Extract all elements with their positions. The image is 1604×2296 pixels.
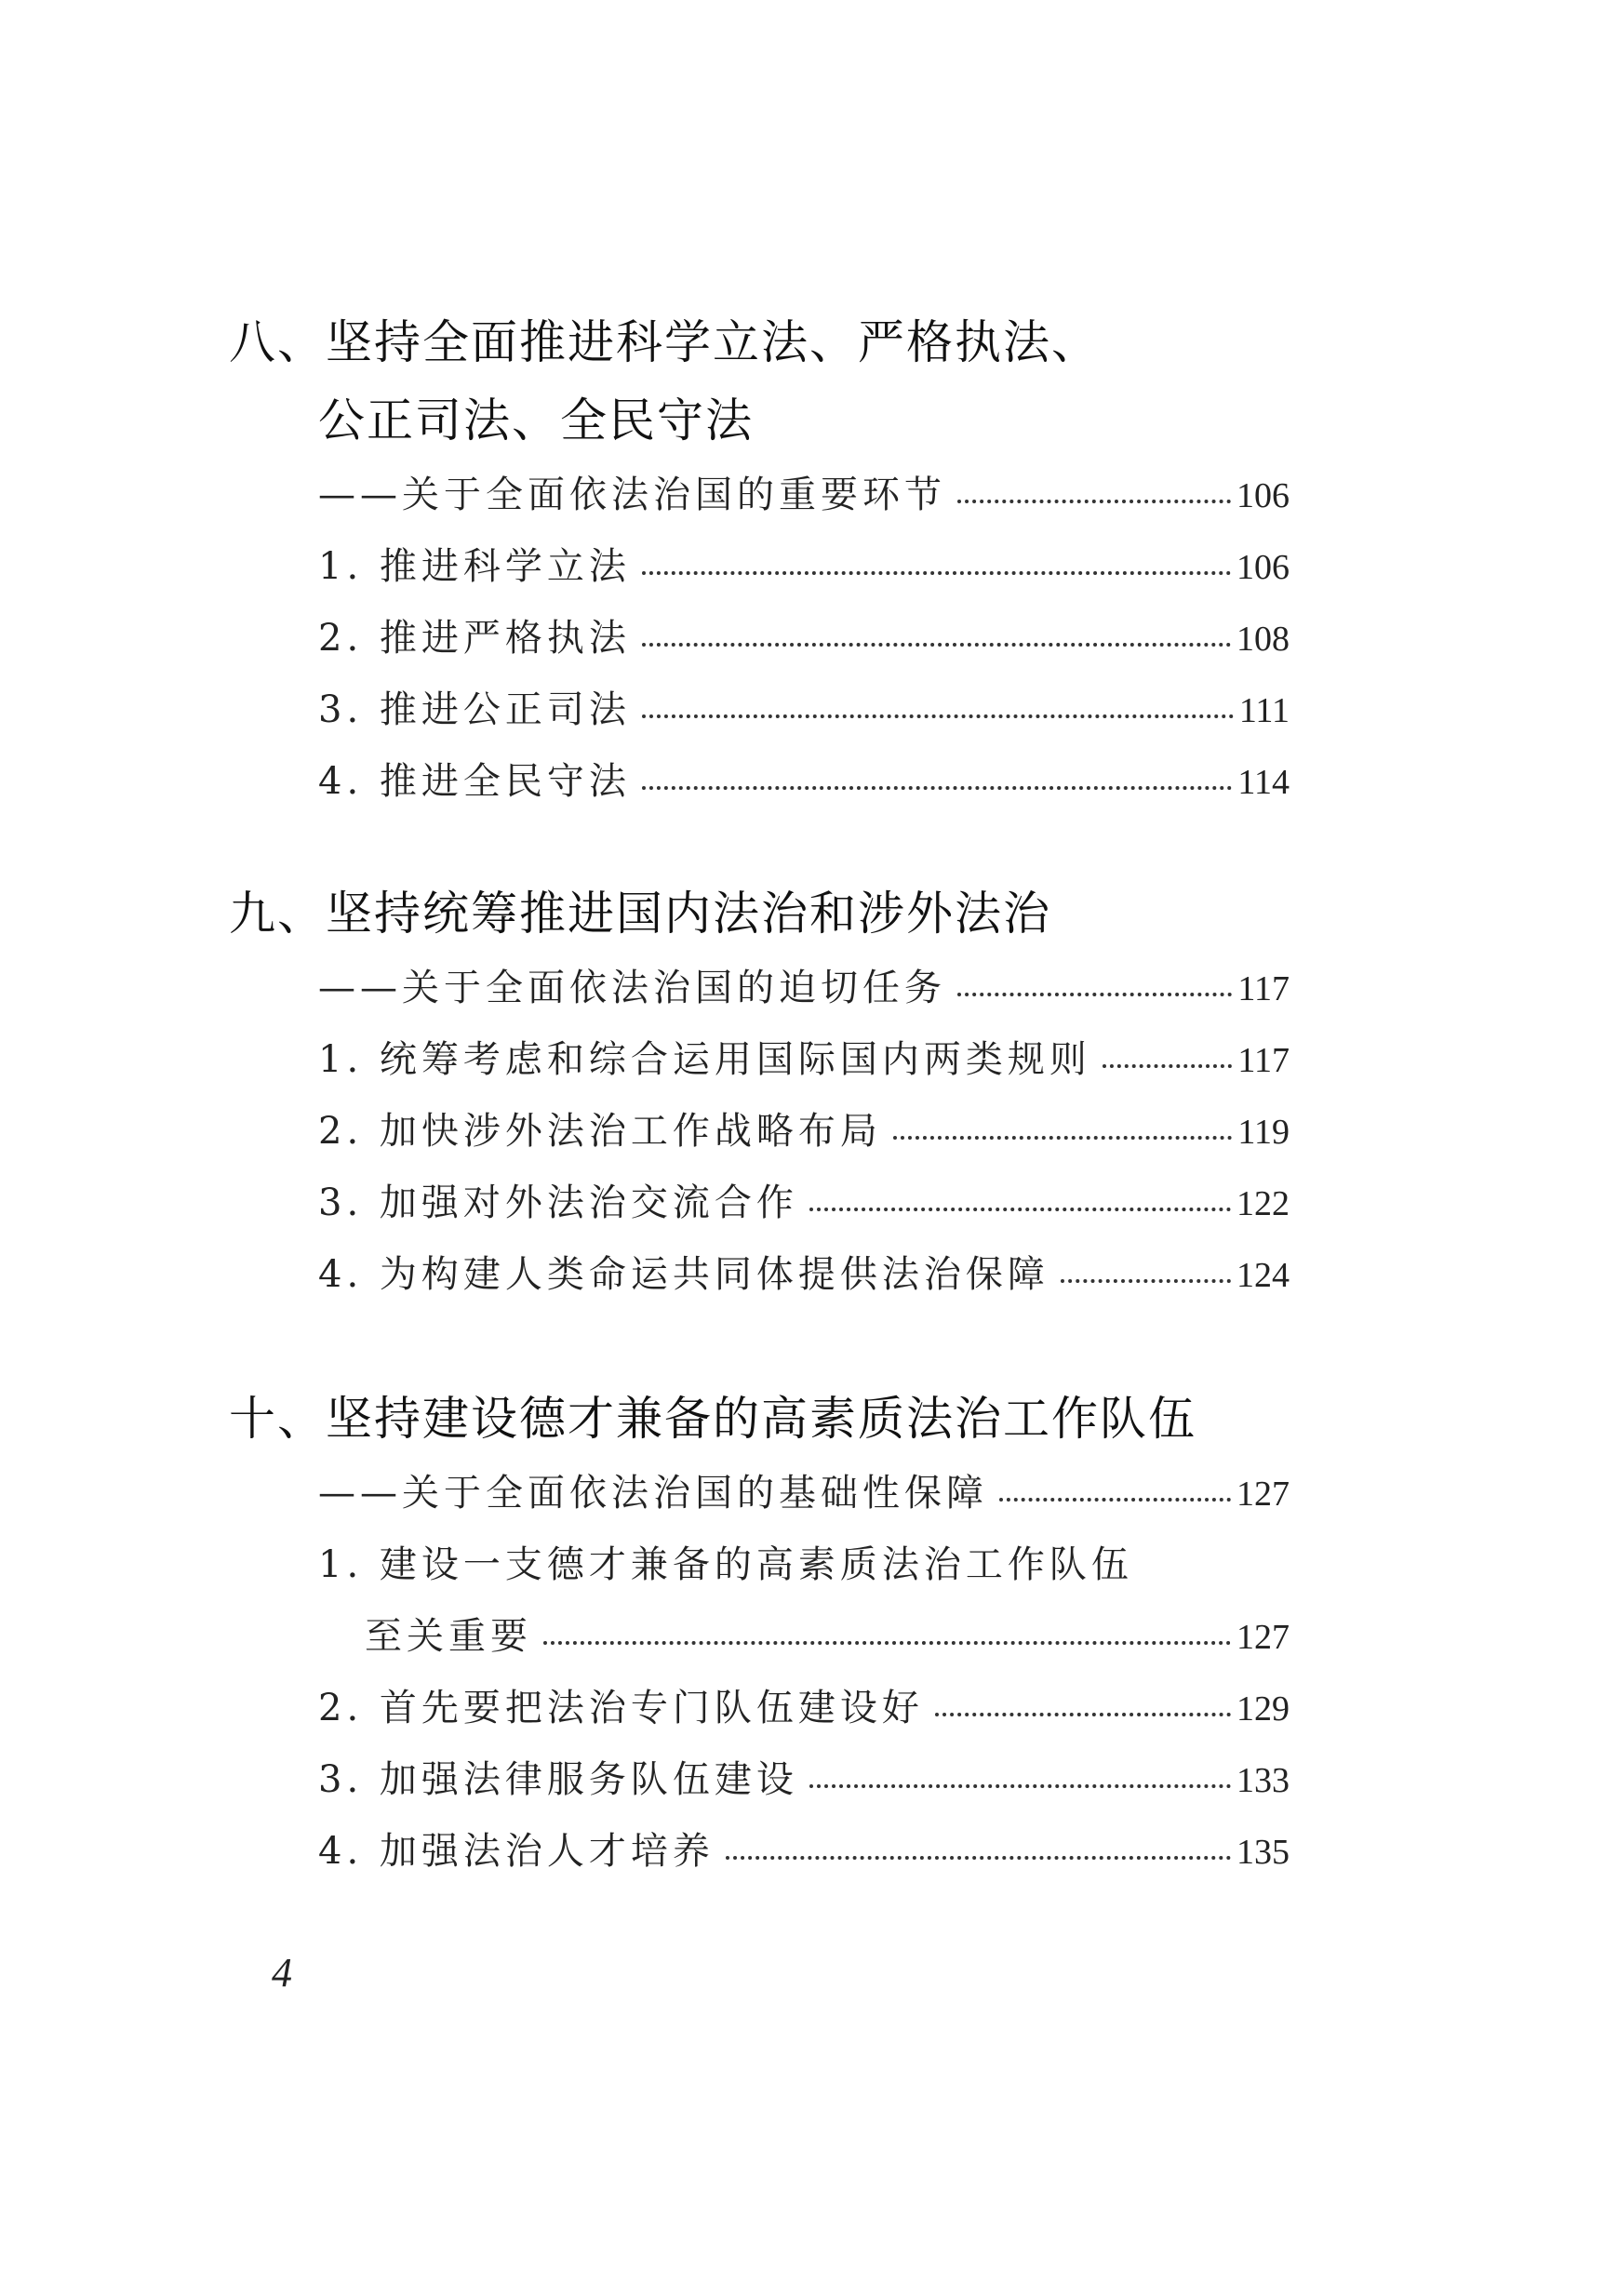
leader-dots	[726, 1856, 1231, 1860]
leader-dots	[935, 1713, 1231, 1716]
entry-label: ——关于全面依法治国的迫切任务	[318, 967, 946, 1009]
entry-label: 1. 统筹考虑和综合运用国际国内两类规则	[318, 1038, 1091, 1081]
entry-page-number: 135	[1236, 1833, 1290, 1872]
chapter-subtitle-entry[interactable]	[229, 1458, 1290, 1529]
entry-page-number: 122	[1236, 1184, 1290, 1223]
leader-dots	[957, 500, 1231, 503]
chapter-title-line1: 八、坚持全面推进科学立法、严格执法、	[229, 315, 1100, 369]
page-number: 4	[272, 1950, 292, 1996]
toc-entry[interactable]	[229, 531, 1290, 603]
entry-label: 4. 推进全民守法	[318, 760, 631, 803]
chapter-title-line1: 十、坚持建设德才兼备的高素质法治工作队伍	[229, 1392, 1196, 1446]
toc-entry[interactable]	[229, 746, 1290, 818]
toc-section-10	[229, 1380, 1290, 1888]
toc-entry[interactable]	[229, 1816, 1290, 1888]
entry-page-number: 106	[1236, 548, 1290, 587]
toc-section-9	[229, 874, 1290, 1311]
entry-page-number: 127	[1236, 1618, 1290, 1657]
leader-dots	[957, 993, 1232, 996]
entry-label: 4. 为构建人类命运共同体提供法治保障	[318, 1253, 1049, 1296]
entry-label: 2. 首先要把法治专门队伍建设好	[318, 1687, 924, 1729]
chapter-title	[229, 1380, 1290, 1458]
chapter-title	[229, 874, 1290, 953]
chapter-title	[229, 303, 1290, 460]
chapter-title-line2: 公正司法、全民守法	[318, 394, 754, 447]
leader-dots	[642, 643, 1231, 647]
entry-page-number: 117	[1237, 1041, 1290, 1080]
toc-entry[interactable]	[229, 1024, 1290, 1096]
chapter-subtitle-entry[interactable]	[229, 460, 1290, 531]
entry-page-number: 119	[1237, 1113, 1290, 1152]
leader-dots	[893, 1136, 1233, 1140]
entry-page-number: 133	[1236, 1761, 1290, 1800]
toc-entry[interactable]	[229, 1096, 1290, 1168]
entry-page-number: 108	[1236, 620, 1290, 659]
toc-entry[interactable]	[229, 1168, 1290, 1239]
toc-entry[interactable]	[229, 1239, 1290, 1311]
leader-dots	[809, 1208, 1231, 1211]
leader-dots	[642, 786, 1233, 790]
entry-page-number: 106	[1236, 476, 1290, 515]
entry-label: 1. 建设一支德才兼备的高素质法治工作队伍	[318, 1543, 1133, 1586]
entry-label: 3. 推进公正司法	[318, 688, 631, 731]
entry-label: 4. 加强法治人才培养	[318, 1830, 715, 1873]
entry-label: 1. 推进科学立法	[318, 545, 631, 588]
leader-dots	[1103, 1064, 1233, 1068]
leader-dots	[543, 1641, 1231, 1645]
leader-dots	[642, 714, 1234, 718]
toc-section-8	[229, 303, 1290, 818]
toc-entry[interactable]	[229, 1673, 1290, 1744]
toc-entry-line1[interactable]	[229, 1529, 1290, 1601]
toc-entry[interactable]	[229, 1744, 1290, 1816]
entry-label-continued: 至关重要	[365, 1615, 532, 1658]
toc-entry-line2[interactable]	[229, 1601, 1290, 1673]
entry-label: ——关于全面依法治国的重要环节	[318, 474, 946, 516]
leader-dots	[809, 1784, 1231, 1788]
entry-page-number: 127	[1236, 1475, 1290, 1514]
leader-dots	[1061, 1279, 1231, 1283]
leader-dots	[999, 1498, 1231, 1502]
entry-page-number: 124	[1236, 1256, 1290, 1295]
chapter-title-line1: 九、坚持统筹推进国内法治和涉外法治	[229, 887, 1051, 941]
entry-label: 2. 加快涉外法治工作战略布局	[318, 1110, 882, 1153]
toc-entry[interactable]	[229, 603, 1290, 674]
leader-dots	[642, 571, 1231, 575]
entry-label: ——关于全面依法治国的基础性保障	[318, 1472, 988, 1515]
entry-page-number: 117	[1237, 969, 1290, 1008]
entry-label: 2. 推进严格执法	[318, 617, 631, 660]
entry-page-number: 114	[1237, 763, 1290, 802]
toc-entry[interactable]	[229, 674, 1290, 746]
entry-page-number: 111	[1238, 691, 1290, 730]
chapter-subtitle-entry[interactable]	[229, 953, 1290, 1024]
entry-page-number: 129	[1236, 1689, 1290, 1729]
entry-label: 3. 加强对外法治交流合作	[318, 1181, 798, 1224]
entry-label: 3. 加强法律服务队伍建设	[318, 1758, 798, 1801]
